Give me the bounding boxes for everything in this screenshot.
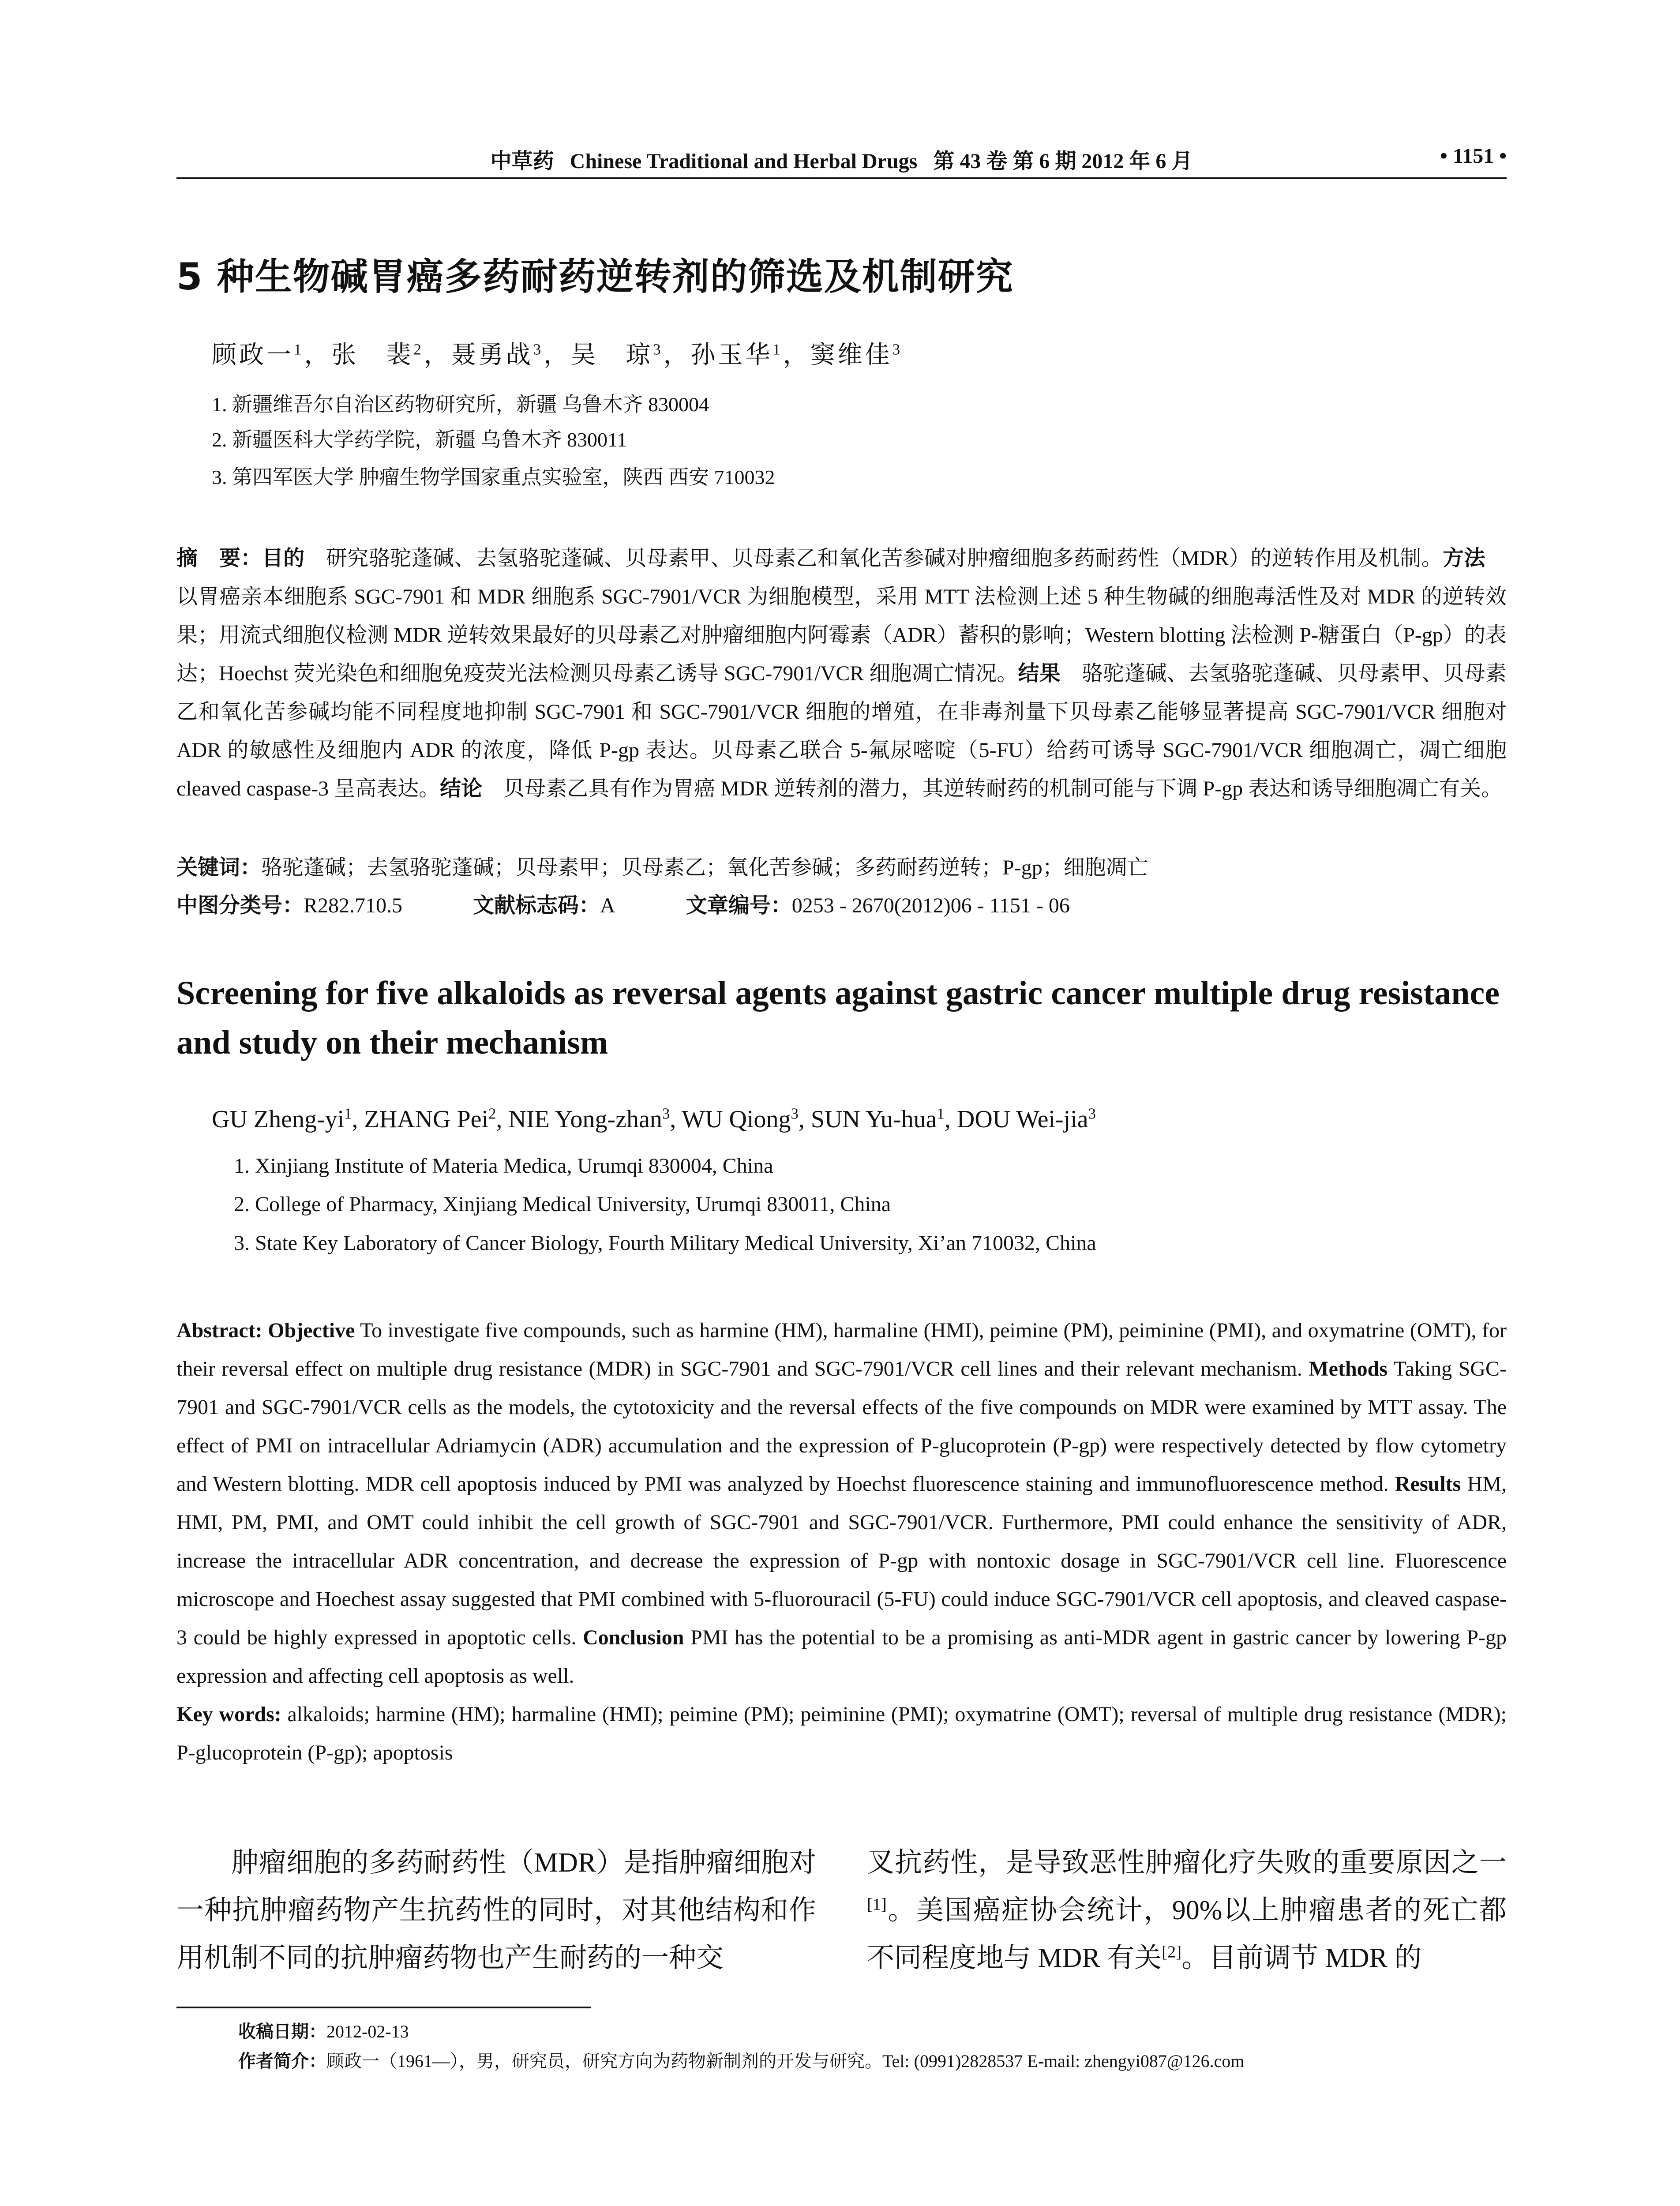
cn-author-separator: ， — [424, 341, 451, 369]
methods-text-en: Taking SGC-7901 and SGC-7901/VCR cells as the models, the cytotoxicity and the reversal effects of the five compounds on MDR were examined by MTT assay. The effect of PMI on intracellular Adriamycin (ADR) accumulation and the expression of P-glucoprotein (P-gp) were respectively detected by flow cytometry and Western blotting. MDR cell apoptosis induced by PMI was analyzed by Hoechst fluorescence staining and immunofluorescence method. — [176, 1357, 1507, 1496]
journal-name-cn: 中草药 — [490, 149, 554, 173]
objective-text-en: To investigate five compounds, such as harmine (HM), harmaline (HMI), peimine (PM), peiminine (PMI), and oxymatrine (OMT), for their reversal effect on multiple drug resistance (MDR) in SGC-7901 and SGC-7901/VCR cell lines and their relevant mechanism. — [176, 1319, 1507, 1381]
cn-author-name: 聂勇战 — [451, 341, 533, 369]
methods-label-cn: 方法 — [1443, 546, 1485, 570]
en-author-separator: , — [944, 1106, 957, 1133]
affiliation-cn-1: 1. 新疆维吾尔自治区药物研究所，新疆 乌鲁木齐 830004 — [212, 393, 709, 416]
cn-author-separator: ， — [544, 341, 571, 369]
cn-author-affiliation-mark: 1 — [772, 341, 783, 358]
en-author-name: SUN Yu-hua — [810, 1106, 937, 1133]
en-author-name: GU Zheng-yi — [212, 1106, 345, 1133]
en-author-affiliation-mark: 3 — [1088, 1105, 1096, 1122]
class-label: 中图分类号： — [176, 893, 304, 918]
cn-author-separator: ， — [304, 341, 332, 369]
article-title-en: Screening for five alkaloids as reversal agents against gastric cancer multiple drug resistance and study on their mechanism — [176, 975, 1500, 1061]
abstract-label-en: Abstract: Objective — [176, 1319, 355, 1342]
author-bio-label: 作者简介： — [238, 2051, 326, 2071]
citation-ref-1: [1] — [867, 1895, 887, 1914]
cn-author-name: 张 裴 — [331, 341, 414, 369]
journal-line — [176, 144, 1507, 174]
en-author-affiliation-mark: 2 — [488, 1105, 496, 1122]
received-label: 收稿日期： — [238, 2022, 326, 2042]
article-number-label: 文章编号： — [686, 893, 792, 918]
en-author-separator: , — [352, 1106, 364, 1133]
en-author-affiliation-mark: 1 — [937, 1105, 945, 1122]
results-text-cn: 骆驼蓬碱、去氢骆驼蓬碱、贝母素甲、贝母素乙和氧化苦参碱均能不同程度地抑制 SGC-7901 和 SGC-7901/VCR 细胞的增殖，在非毒剂量下贝母素乙能够显著提高 SGC-7901/VCR 细胞对 ADR 的敏感性及细胞内 ADR 的浓度，降低 P-gp 表达。贝母素乙联合 5-氟尿嘧啶（5-FU）给药可诱导 SGC-7901/VCR 细胞凋亡，凋亡细胞 cleaved caspase-3 呈高表达。 — [176, 662, 1507, 800]
objective-text-cn: 研究骆驼蓬碱、去氢骆驼蓬碱、贝母素甲、贝母素乙和氧化苦参碱对肿瘤细胞多药耐药性（MDR）的逆转作用及机制。 — [304, 547, 1443, 570]
keywords-text-en: alkaloids; harmine (HM); harmaline (HMI); peimine (PM); peiminine (PMI); oxymatrine (OMT); reversal of multiple drug resistance (MDR); P-glucoprotein (P-gp); apoptosis — [176, 1703, 1507, 1764]
article-title-cn: 5 种生物碱胃癌多药耐药逆转剂的筛选及机制研究 — [176, 255, 1014, 298]
footnote-received — [238, 2018, 409, 2043]
methods-text-cn: 以胃癌亲本细胞系 SGC-7901 和 MDR 细胞系 SGC-7901/VCR 为细胞模型，采用 MTT 法检测上述 5 种生物碱的细胞毒活性及对 MDR 的逆转效果；用流式细胞仪检测 MDR 逆转效果最好的贝母素乙对肿瘤细胞内阿霉素（ADR）蓄积的影响；Western blotting 法检测 P-糖蛋白（P-gp）的表达；Hoechst 荧光染色和细胞免疫荧光法检测贝母素乙诱导 SGC-7901/VCR 细胞凋亡情况。 — [176, 547, 1507, 685]
author-list-cn — [212, 335, 903, 371]
cn-author-separator: ， — [663, 341, 691, 369]
journal-name-en: Chinese Traditional and Herbal Drugs — [570, 150, 918, 173]
en-author-name: DOU Wei-jia — [956, 1106, 1088, 1133]
header-rule — [176, 177, 1507, 179]
issue-info: 第 43 卷 第 6 期 2012 年 6 月 — [933, 150, 1193, 173]
en-author-name: WU Qiong — [682, 1106, 791, 1133]
abstract-cn — [176, 539, 1507, 808]
en-author-name: NIE Yong-zhan — [508, 1106, 662, 1133]
keywords-label-en: Key words: — [176, 1703, 281, 1726]
body-text-right-1: 叉抗药性，是导致恶性肿瘤化疗失败的重要原因之一 — [867, 1848, 1507, 1878]
affiliation-en-1: 1. Xinjiang Institute of Materia Medica, Urumqi 830004, China — [234, 1154, 773, 1178]
cn-author-separator: ， — [783, 341, 810, 369]
results-label-en: Results — [1395, 1472, 1461, 1496]
objective-label-cn: 目的 — [262, 546, 305, 570]
methods-label-en: Methods — [1309, 1357, 1388, 1381]
cn-author-affiliation-mark: 1 — [294, 341, 304, 358]
conclusion-label-cn: 结论 — [440, 776, 483, 801]
en-author-separator: , — [496, 1106, 509, 1133]
abstract-en — [176, 1311, 1507, 1772]
keywords-label-cn: 关键词： — [176, 855, 262, 880]
received-date: 2012-02-13 — [326, 2022, 409, 2041]
cn-author-affiliation-mark: 2 — [413, 341, 424, 358]
affiliation-en-2: 2. College of Pharmacy, Xinjiang Medical University, Urumqi 830011, China — [234, 1193, 891, 1216]
footnote-author-bio — [238, 2047, 1245, 2072]
en-author-affiliation-mark: 1 — [344, 1105, 352, 1122]
cn-author-name: 孙玉华 — [690, 341, 773, 369]
affiliation-en-3: 3. State Key Laboratory of Cancer Biology, Fourth Military Medical University, Xi’an 710032, China — [234, 1231, 1096, 1255]
citation-ref-2: [2] — [1162, 1943, 1182, 1962]
affiliation-cn-3: 3. 第四军医大学 肿瘤生物学国家重点实验室，陕西 西安 710032 — [212, 466, 775, 488]
running-header — [176, 139, 1507, 179]
conclusion-text-cn: 贝母素乙具有作为胃癌 MDR 逆转剂的潜力，其逆转耐药的机制可能与下调 P-gp 表达和诱导细胞凋亡有关。 — [482, 777, 1503, 800]
en-author-separator: , — [670, 1106, 682, 1133]
keywords-text-cn: 骆驼蓬碱；去氢骆驼蓬碱；贝母素甲；贝母素乙；氧化苦参碱；多药耐药逆转；P-gp；细胞凋亡 — [261, 856, 1148, 879]
cn-author-name: 窦维佳 — [810, 341, 892, 369]
classification-line — [176, 888, 1070, 919]
cn-author-affiliation-mark: 3 — [653, 341, 664, 358]
en-author-separator: , — [798, 1106, 811, 1133]
body-text-right-2: 。美国癌症协会统计，90%以上肿瘤患者的死亡都不同程度地与 MDR 有关 — [867, 1895, 1507, 1973]
en-author-affiliation-mark: 3 — [791, 1105, 799, 1122]
cn-author-affiliation-mark: 3 — [892, 341, 903, 358]
en-author-affiliation-mark: 3 — [662, 1105, 670, 1122]
footnote-rule — [176, 2007, 591, 2008]
author-list-en — [212, 1105, 1096, 1133]
conclusion-label-en: Conclusion — [582, 1626, 684, 1649]
en-author-name: ZHANG Pei — [364, 1106, 489, 1133]
results-label-cn: 结果 — [1018, 661, 1061, 686]
page-number: • 1151 • — [1440, 144, 1507, 168]
abstract-label-cn: 摘 要： — [176, 546, 262, 570]
body-text-right-3: 。目前调节 MDR 的 — [1181, 1943, 1422, 1973]
conclusion-text-en: PMI has the potential to be a promising as anti-MDR agent in gastric cancer by lowering P-gp expression and affecting cell apoptosis as well. — [176, 1626, 1507, 1688]
results-text-en: HM, HMI, PM, PMI, and OMT could inhibit the cell growth of SGC-7901 and SGC-7901/VCR. Furthermore, PMI could enhance the sensitivity of ADR, increase the intracellular ADR concentration, and decrease the expression of P-gp with nontoxic dosage in SGC-7901/VCR cell line. Fluorescence microscope and Hoechest assay suggested that PMI combined with 5-fluorouracil (5-FU) could induce SGC-7901/VCR cell apoptosis, and cleaved caspase-3 could be highly expressed in apoptotic cells. — [176, 1472, 1507, 1649]
doc-code-label: 文献标志码： — [473, 893, 600, 918]
body-paragraph-left: 肿瘤细胞的多药耐药性（MDR）是指肿瘤细胞对一种抗肿瘤药物产生抗药性的同时，对其他结构和作用机制不同的抗肿瘤药物也产生耐药的一种交 — [176, 1848, 816, 1973]
cn-author-affiliation-mark: 3 — [533, 341, 544, 358]
affiliation-cn-2: 2. 新疆医科大学药学院，新疆 乌鲁木齐 830011 — [212, 428, 627, 451]
cn-author-name: 顾政一 — [212, 341, 294, 369]
keywords-cn — [176, 850, 1148, 881]
article-number-value: 0253 - 2670(2012)06 - 1151 - 06 — [791, 894, 1070, 917]
author-bio-text: 顾政一（1961—），男，研究员，研究方向为药物新制剂的开发与研究。Tel: (0991)2828537 E-mail: zhengyi087@126.com — [326, 2051, 1245, 2071]
class-value: R282.710.5 — [304, 894, 403, 917]
body-column-right — [867, 1839, 1507, 1982]
doc-code-value: A — [600, 894, 615, 917]
cn-author-name: 吴 琼 — [571, 341, 653, 369]
body-column-left — [176, 1839, 816, 1982]
